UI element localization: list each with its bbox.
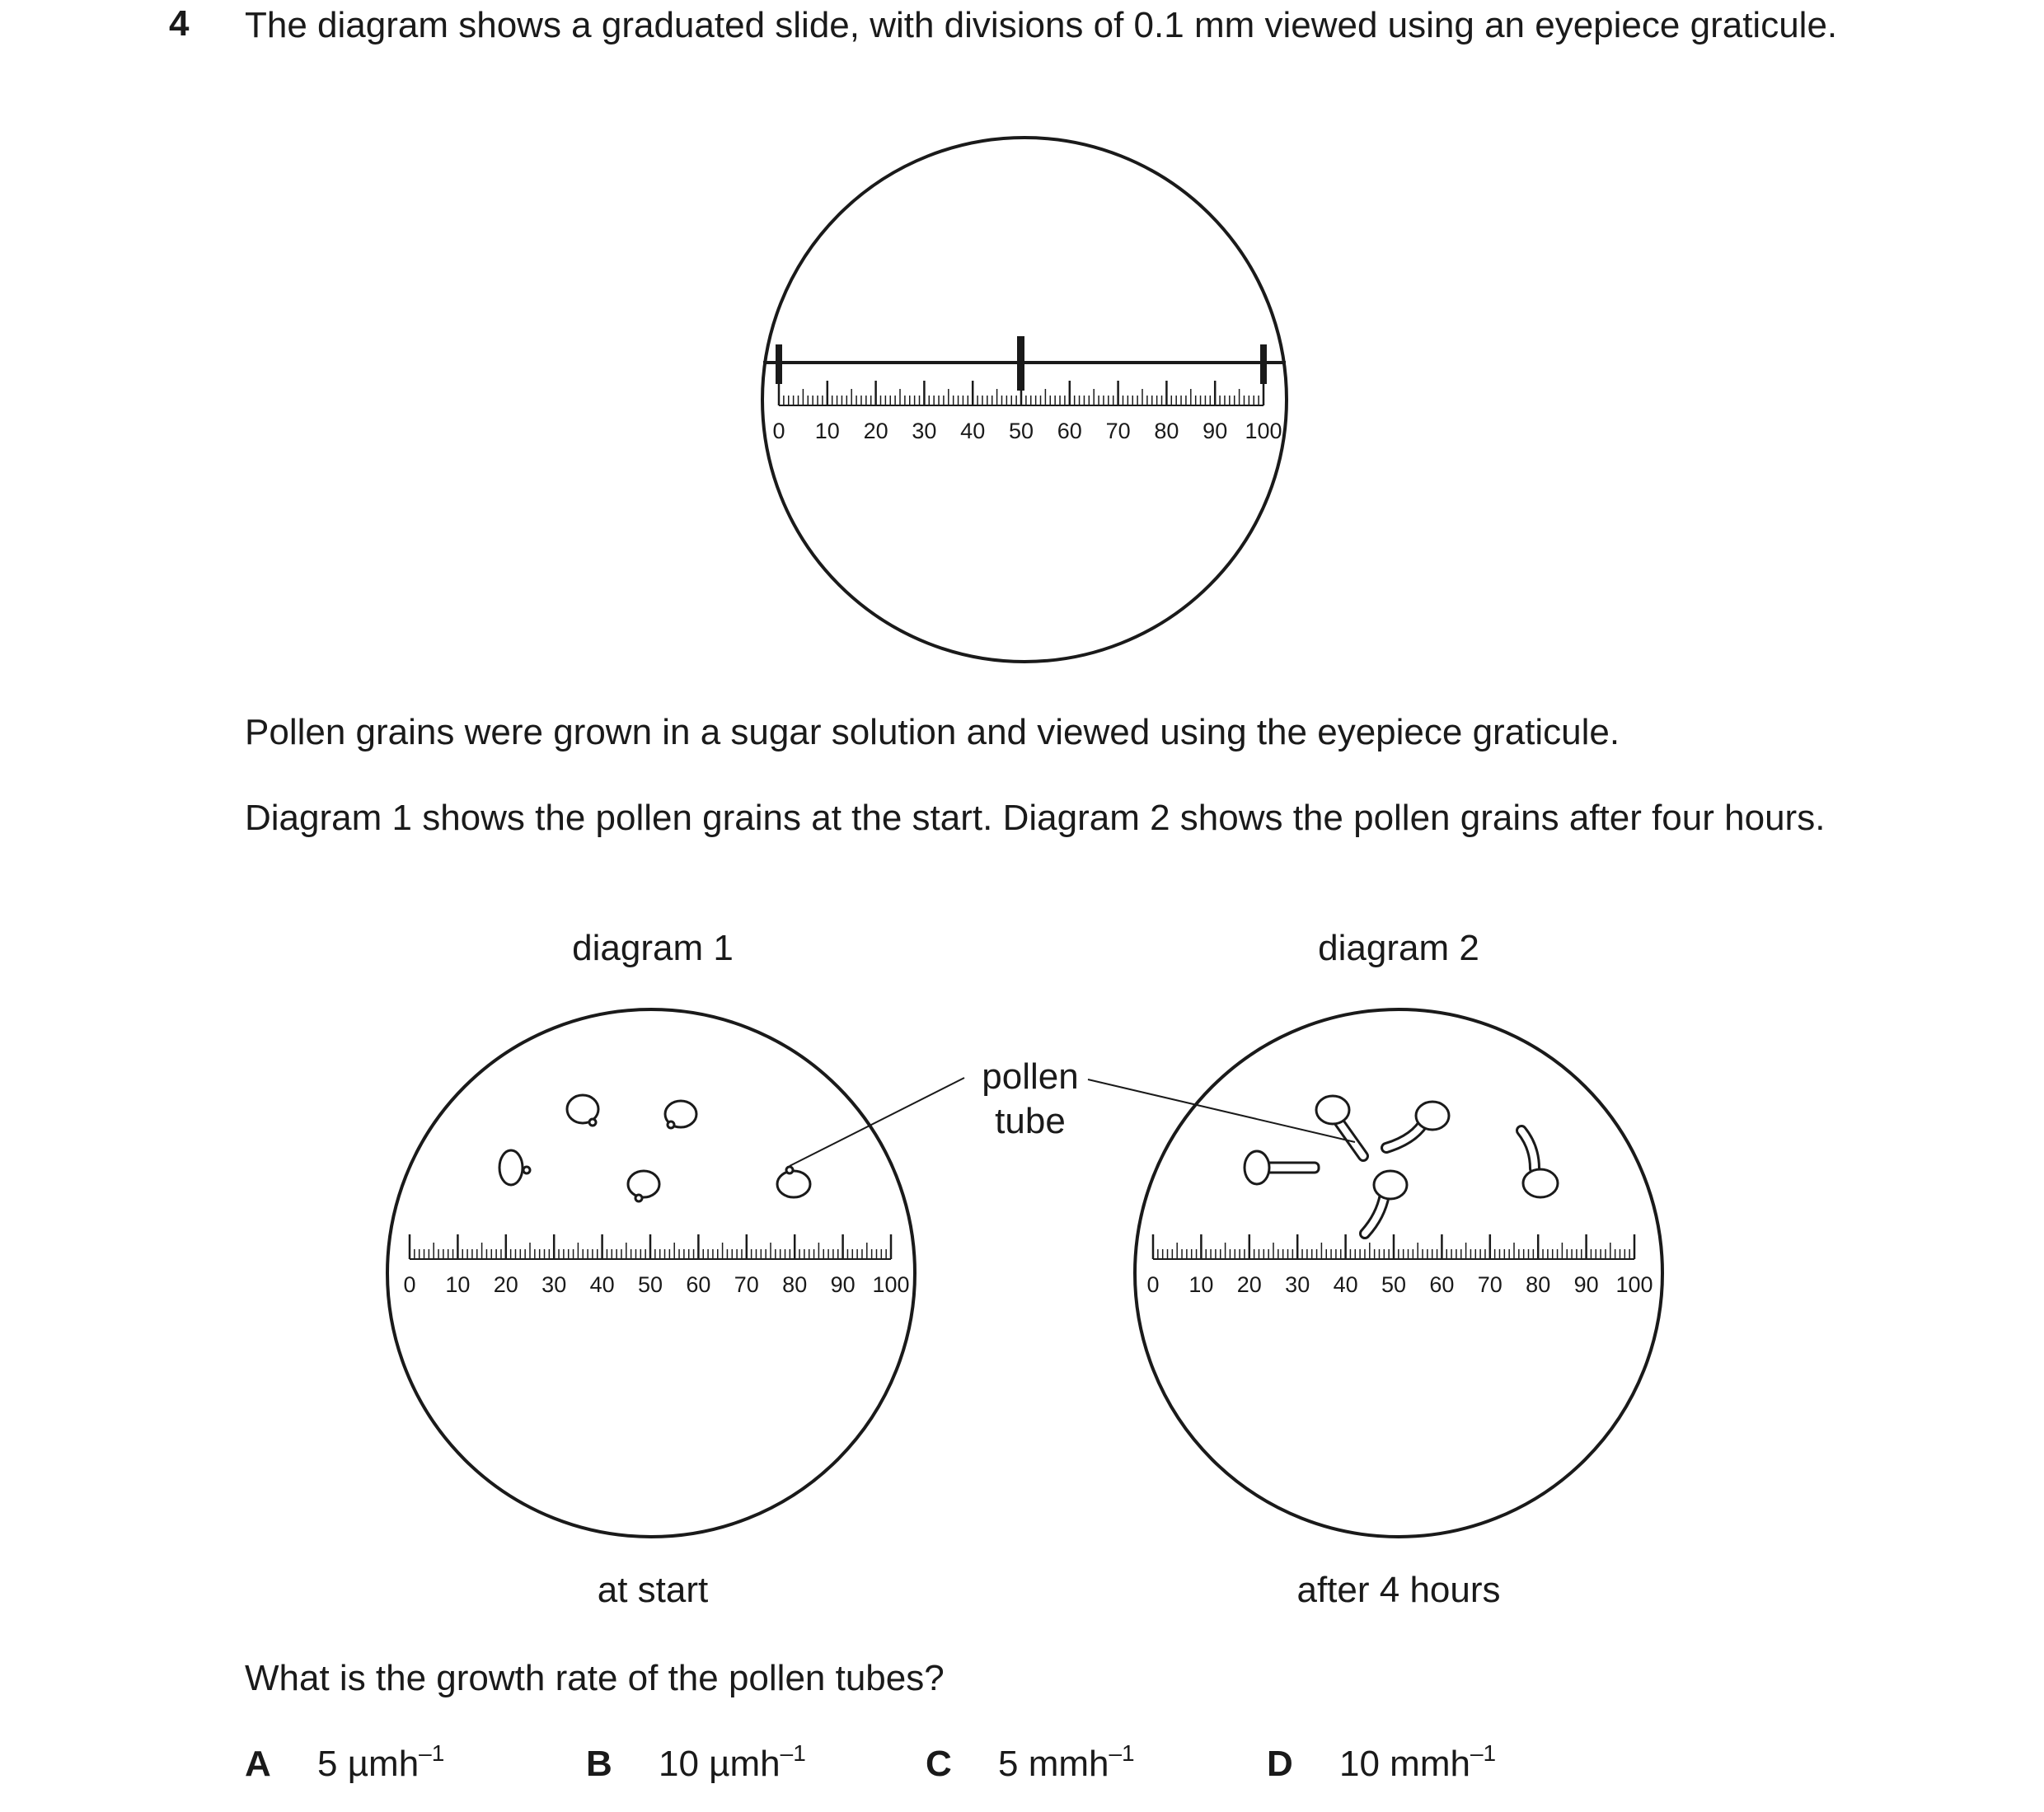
diagram-1-view xyxy=(387,1009,915,1537)
option-letter: A xyxy=(245,1744,271,1784)
graticule-label: 80 xyxy=(782,1272,808,1297)
graticule-label: 100 xyxy=(1245,419,1282,443)
option-exponent: –1 xyxy=(419,1740,445,1766)
graticule-label: 20 xyxy=(493,1272,518,1297)
pollen-grain xyxy=(777,1167,810,1197)
pollen-tube-label-line1: pollen xyxy=(982,1056,1079,1097)
graticule-label: 20 xyxy=(1236,1272,1262,1297)
graticule-label: 30 xyxy=(912,419,937,443)
graticule-label: 10 xyxy=(1188,1272,1214,1297)
pollen-grain xyxy=(628,1171,659,1201)
graticule-label: 80 xyxy=(1154,419,1179,443)
graticule-label: 10 xyxy=(814,419,840,443)
graticule-label: 50 xyxy=(637,1272,663,1297)
option-value: 5 mmh xyxy=(998,1744,1109,1784)
option-b[interactable] xyxy=(586,1740,806,1785)
graticule-label: 10 xyxy=(445,1272,471,1297)
diagram-1-caption: at start xyxy=(597,1570,709,1610)
diagram-2-graticule xyxy=(1146,1234,1653,1297)
diagram-2-view xyxy=(1135,1009,1662,1537)
graticule-label: 90 xyxy=(1573,1272,1599,1297)
option-letter: D xyxy=(1267,1744,1293,1784)
pollen-grain-with-tube xyxy=(1245,1151,1319,1184)
option-exponent: –1 xyxy=(1109,1740,1135,1766)
graticule-label: 0 xyxy=(403,1272,416,1297)
graticule-label: 90 xyxy=(830,1272,856,1297)
pollen-tube-label-line2: tube xyxy=(995,1101,1066,1141)
option-exponent: –1 xyxy=(1470,1740,1497,1766)
answer-options xyxy=(245,1740,1811,1790)
graticule-label: 80 xyxy=(1526,1272,1551,1297)
graticule-label: 60 xyxy=(1057,419,1082,443)
pollen-grain-with-tube xyxy=(1386,1102,1449,1148)
graticule-label: 100 xyxy=(872,1272,910,1297)
option-a[interactable] xyxy=(245,1740,444,1785)
diagram-description-text: Diagram 1 shows the pollen grains at the start. Diagram 2 shows the pollen grains after four hours. xyxy=(245,798,1826,838)
question-number: 4 xyxy=(169,3,190,44)
pollen-grain xyxy=(665,1101,696,1128)
option-value: 10 mmh xyxy=(1339,1744,1470,1784)
option-letter: C xyxy=(926,1744,952,1784)
top-graticule xyxy=(772,381,1282,443)
question-prompt: What is the growth rate of the pollen tubes? xyxy=(245,1658,945,1698)
graticule-label: 50 xyxy=(1381,1272,1407,1297)
graduated-slide xyxy=(763,336,1286,391)
pollen-grain xyxy=(567,1095,598,1126)
intro-text: The diagram shows a graduated slide, with divisions of 0.1 mm viewed using an eyepiece graticule. xyxy=(245,5,1838,45)
graticule-label: 100 xyxy=(1615,1272,1653,1297)
diagram-2-caption: after 4 hours xyxy=(1296,1570,1501,1610)
pollen-grain xyxy=(499,1150,530,1185)
pollen-grain-with-tube xyxy=(1316,1096,1363,1156)
graticule-label: 30 xyxy=(1285,1272,1310,1297)
graticule-label: 40 xyxy=(589,1272,615,1297)
option-d[interactable] xyxy=(1267,1740,1496,1785)
top-field-circle xyxy=(762,138,1287,662)
option-letter: B xyxy=(586,1744,612,1784)
diagram-1-graticule xyxy=(403,1234,909,1297)
option-exponent: –1 xyxy=(780,1740,806,1766)
pollen-tube-label xyxy=(948,1055,1113,1144)
pollen-grain-with-tube xyxy=(1521,1131,1558,1197)
option-c[interactable] xyxy=(926,1740,1135,1785)
pollen-text: Pollen grains were grown in a sugar solution and viewed using the eyepiece graticule. xyxy=(245,712,1620,752)
top-eyepiece-view xyxy=(762,138,1287,662)
graticule-label: 50 xyxy=(1008,419,1034,443)
pollen-grain-with-tube xyxy=(1365,1171,1407,1234)
diagram-1-pollen-grains xyxy=(499,1095,810,1201)
graticule-label: 30 xyxy=(541,1272,567,1297)
option-value: 5 µmh xyxy=(317,1744,420,1784)
graticule-label: 60 xyxy=(686,1272,711,1297)
option-value: 10 µmh xyxy=(659,1744,781,1784)
diagram-2-title: diagram 2 xyxy=(1318,928,1479,968)
graticule-label: 70 xyxy=(1105,419,1131,443)
graticule-label: 90 xyxy=(1202,419,1228,443)
graticule-label: 20 xyxy=(863,419,888,443)
graticule-label: 40 xyxy=(1333,1272,1358,1297)
graticule-label: 0 xyxy=(1146,1272,1160,1297)
graticule-label: 60 xyxy=(1429,1272,1455,1297)
diagram-2-pollen-grains xyxy=(1245,1096,1558,1234)
graticule-label: 0 xyxy=(772,419,785,443)
diagram-1-title: diagram 1 xyxy=(572,928,734,968)
graticule-label: 40 xyxy=(960,419,986,443)
graticule-label: 70 xyxy=(734,1272,759,1297)
graticule-label: 70 xyxy=(1477,1272,1503,1297)
